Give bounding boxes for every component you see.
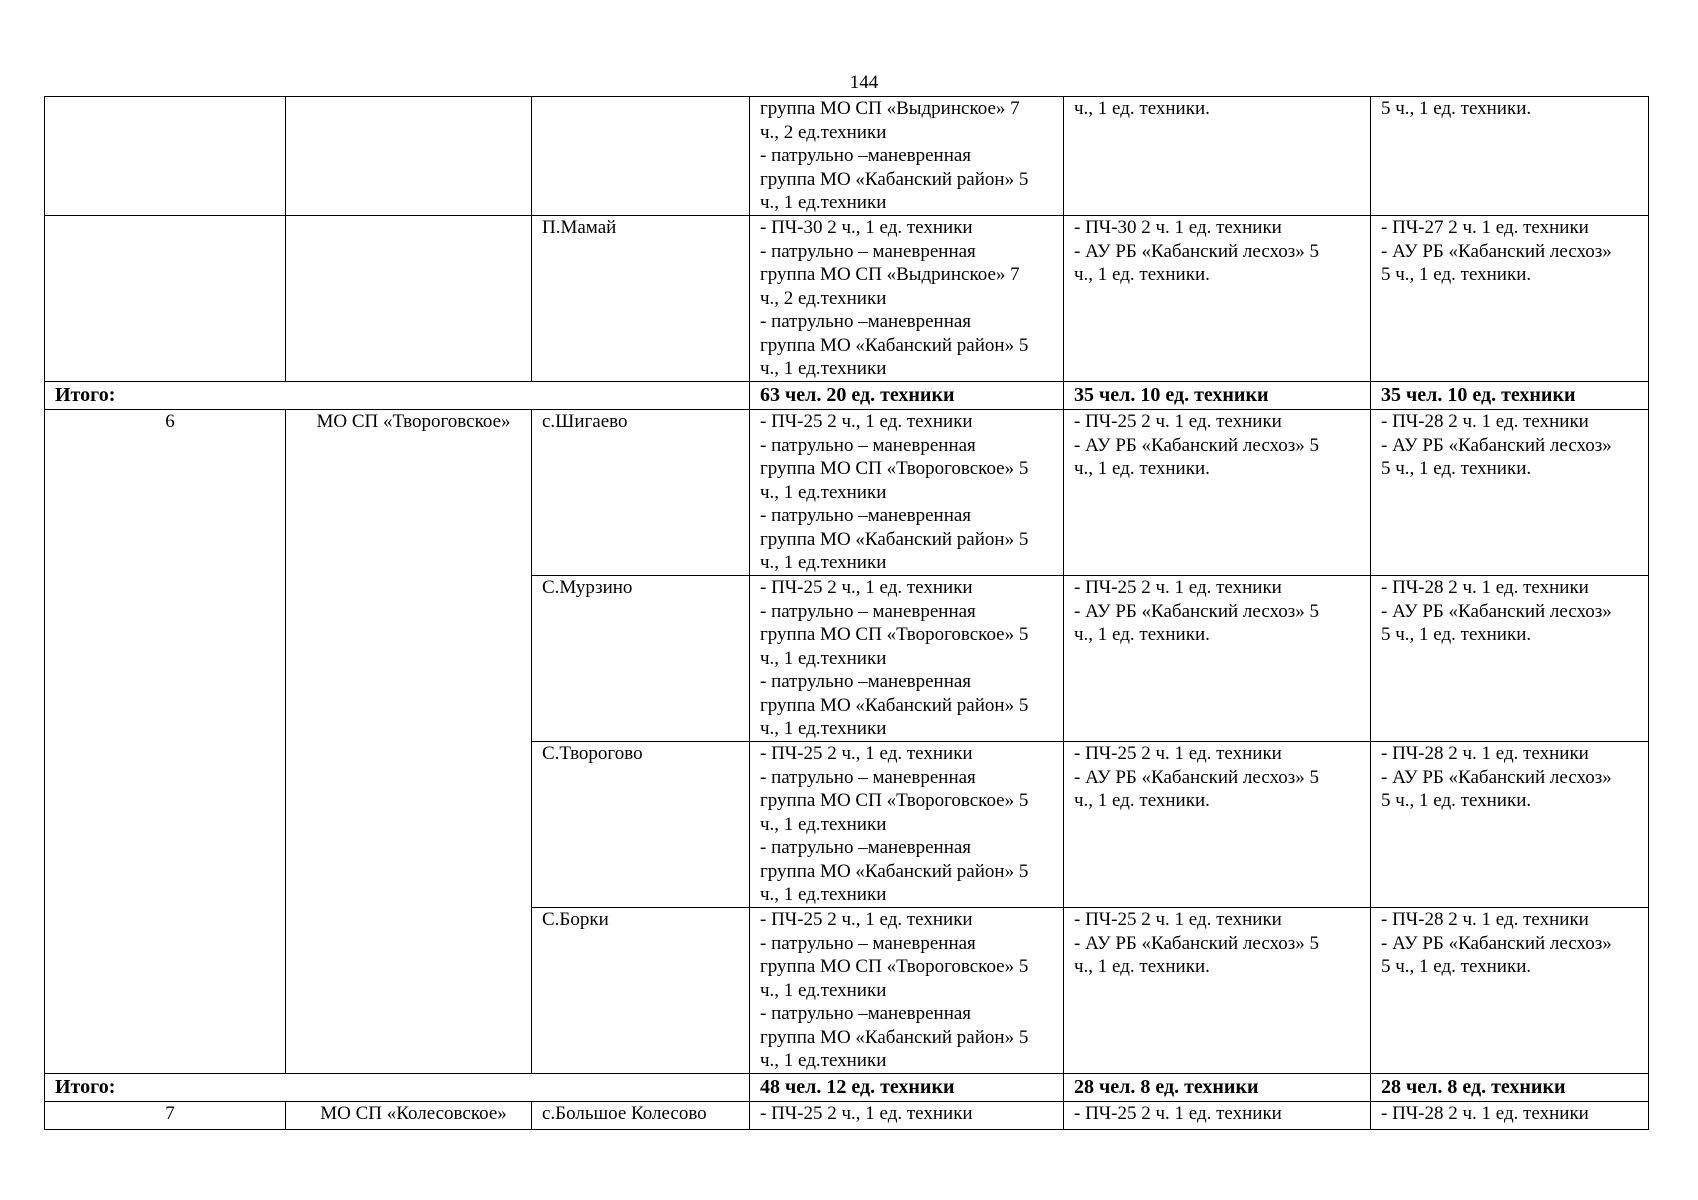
text-line: ч., 1 ед.техники bbox=[760, 884, 887, 905]
text-line: - ПЧ-30 2 ч. 1 ед. техники bbox=[1074, 217, 1282, 238]
forces-cell-3 bbox=[1371, 97, 1649, 216]
text-line: ч., 1 ед.техники bbox=[760, 813, 887, 835]
fire-forces-table bbox=[44, 96, 1649, 1130]
text-line: ч., 2 ед.техники bbox=[760, 287, 887, 309]
forces-cell-1 bbox=[750, 97, 1064, 216]
text-line: - АУ РБ «Кабанский лесхоз» 5 bbox=[1074, 434, 1320, 456]
text-line: - АУ РБ «Кабанский лесхоз» bbox=[1381, 766, 1612, 788]
total-cell-3: 28 чел. 8 ед. техники bbox=[1371, 1074, 1649, 1102]
text-line: - патрульно – маневренная bbox=[760, 240, 976, 262]
text-line: - АУ РБ «Кабанский лесхоз» bbox=[1381, 240, 1612, 262]
text-line: - ПЧ-27 2 ч. 1 ед. техники bbox=[1381, 217, 1589, 238]
text-line: - ПЧ-28 2 ч. 1 ед. техники bbox=[1381, 411, 1589, 432]
text-line: - ПЧ-25 2 ч., 1 ед. техники bbox=[760, 411, 973, 432]
text-line: - ПЧ-25 2 ч. 1 ед. техники bbox=[1074, 909, 1282, 930]
text-line: - АУ РБ «Кабанский лесхоз» bbox=[1381, 434, 1612, 456]
text-line: ч., 1 ед.техники bbox=[760, 358, 887, 379]
text-line: ч., 1 ед. техники. bbox=[1074, 458, 1210, 479]
text-line: - ПЧ-28 2 ч. 1 ед. техники bbox=[1381, 909, 1589, 930]
text-line: - патрульно – маневренная bbox=[760, 766, 976, 788]
text-line: - ПЧ-30 2 ч., 1 ед. техники bbox=[760, 217, 973, 238]
forces-cell-1 bbox=[750, 908, 1064, 1074]
settlement-cell: с.Шигаево bbox=[532, 410, 750, 576]
text-line: группа МО «Кабанский район» 5 bbox=[760, 528, 1029, 550]
text-line: ч., 1 ед.техники bbox=[760, 552, 887, 573]
text-line: группа МО СП «Твороговское» 5 bbox=[760, 458, 1029, 479]
text-line: группа МО СП «Выдринское» 7 bbox=[760, 264, 1020, 285]
text-line: ч., 1 ед. техники. bbox=[1074, 956, 1210, 977]
text-line: группа МО СП «Твороговское» 5 bbox=[760, 956, 1029, 977]
text-line: - ПЧ-28 2 ч. 1 ед. техники bbox=[1381, 1103, 1589, 1124]
forces-cell-3 bbox=[1371, 216, 1649, 382]
forces-cell-1 bbox=[750, 1102, 1064, 1130]
mo-cell bbox=[286, 97, 532, 216]
text-line: группа МО «Кабанский район» 5 bbox=[760, 168, 1029, 190]
forces-cell-2 bbox=[1064, 97, 1371, 216]
text-line: группа МО «Кабанский район» 5 bbox=[760, 334, 1029, 356]
row-number: 6 bbox=[45, 410, 286, 1074]
text-line: ч., 1 ед. техники. bbox=[1074, 264, 1210, 285]
text-line: - патрульно –маневренная bbox=[760, 671, 972, 692]
settlement-cell: с.Большое Колесово bbox=[532, 1102, 750, 1130]
settlement-cell: С.Борки bbox=[532, 908, 750, 1074]
text-line: - ПЧ-25 2 ч., 1 ед. техники bbox=[760, 1103, 973, 1124]
forces-cell-3 bbox=[1371, 742, 1649, 908]
text-line: ч., 1 ед.техники bbox=[760, 718, 887, 739]
text-line: группа МО «Кабанский район» 5 bbox=[760, 1026, 1029, 1048]
forces-cell-2 bbox=[1064, 742, 1371, 908]
forces-cell-3 bbox=[1371, 410, 1649, 576]
text-line: группа МО СП «Выдринское» 7 bbox=[760, 98, 1020, 119]
forces-cell-3 bbox=[1371, 908, 1649, 1074]
text-line: ч., 1 ед.техники bbox=[760, 1050, 887, 1071]
row-number: 7 bbox=[45, 1102, 286, 1130]
text-line: - патрульно –маневренная bbox=[760, 145, 972, 166]
forces-cell-1 bbox=[750, 216, 1064, 382]
forces-cell-2 bbox=[1064, 908, 1371, 1074]
num-cell bbox=[45, 216, 286, 382]
forces-cell-2 bbox=[1064, 410, 1371, 576]
text-line: 5 ч., 1 ед. техники. bbox=[1381, 624, 1532, 645]
text-line: - АУ РБ «Кабанский лесхоз» 5 bbox=[1074, 766, 1320, 788]
forces-cell-2 bbox=[1064, 216, 1371, 382]
total-cell-1: 48 чел. 12 ед. техники bbox=[750, 1074, 1064, 1102]
settlement-cell: П.Мамай bbox=[532, 216, 750, 382]
text-line: - АУ РБ «Кабанский лесхоз» bbox=[1381, 600, 1612, 622]
text-line: 5 ч., 1 ед. техники. bbox=[1381, 956, 1532, 977]
municipality-name: МО СП «Колесовское» bbox=[286, 1102, 532, 1130]
table-row bbox=[45, 410, 1649, 576]
text-line: группа МО «Кабанский район» 5 bbox=[760, 860, 1029, 882]
total-row bbox=[45, 1074, 1649, 1102]
text-line: 5 ч., 1 ед. техники. bbox=[1381, 98, 1532, 119]
text-line: - ПЧ-25 2 ч., 1 ед. техники bbox=[760, 577, 973, 598]
total-label: Итого: bbox=[45, 382, 750, 410]
text-line: - ПЧ-28 2 ч. 1 ед. техники bbox=[1381, 743, 1589, 764]
text-line: - ПЧ-25 2 ч., 1 ед. техники bbox=[760, 909, 973, 930]
text-line: - ПЧ-25 2 ч. 1 ед. техники bbox=[1074, 1103, 1282, 1124]
text-line: - АУ РБ «Кабанский лесхоз» 5 bbox=[1074, 932, 1320, 954]
total-cell-2: 35 чел. 10 ед. техники bbox=[1064, 382, 1371, 410]
table-row bbox=[45, 97, 1649, 216]
text-line: ч., 1 ед.техники bbox=[760, 979, 887, 1001]
total-row bbox=[45, 382, 1649, 410]
text-line: 5 ч., 1 ед. техники. bbox=[1381, 264, 1532, 285]
text-line: - ПЧ-28 2 ч. 1 ед. техники bbox=[1381, 577, 1589, 598]
forces-cell-1 bbox=[750, 576, 1064, 742]
settlement-cell: С.Мурзино bbox=[532, 576, 750, 742]
mo-cell bbox=[286, 216, 532, 382]
text-line: - патрульно –маневренная bbox=[760, 1003, 972, 1024]
municipality-name: МО СП «Твороговское» bbox=[286, 410, 532, 1074]
forces-cell-2 bbox=[1064, 1102, 1371, 1130]
total-label: Итого: bbox=[45, 1074, 750, 1102]
settlement-cell: С.Творогово bbox=[532, 742, 750, 908]
num-cell bbox=[45, 97, 286, 216]
forces-cell-3 bbox=[1371, 1102, 1649, 1130]
settlement-cell bbox=[532, 97, 750, 216]
text-line: - АУ РБ «Кабанский лесхоз» 5 bbox=[1074, 240, 1320, 262]
text-line: - ПЧ-25 2 ч. 1 ед. техники bbox=[1074, 411, 1282, 432]
forces-cell-1 bbox=[750, 742, 1064, 908]
text-line: - патрульно – маневренная bbox=[760, 932, 976, 954]
text-line: ч., 2 ед.техники bbox=[760, 121, 887, 143]
text-line: - патрульно – маневренная bbox=[760, 600, 976, 622]
text-line: - ПЧ-25 2 ч., 1 ед. техники bbox=[760, 743, 973, 764]
text-line: ч., 1 ед. техники. bbox=[1074, 98, 1210, 119]
total-cell-3: 35 чел. 10 ед. техники bbox=[1371, 382, 1649, 410]
text-line: 5 ч., 1 ед. техники. bbox=[1381, 790, 1532, 811]
text-line: ч., 1 ед. техники. bbox=[1074, 790, 1210, 811]
text-line: - ПЧ-25 2 ч. 1 ед. техники bbox=[1074, 577, 1282, 598]
table-row bbox=[45, 216, 1649, 382]
text-line: ч., 1 ед.техники bbox=[760, 481, 887, 503]
text-line: 5 ч., 1 ед. техники. bbox=[1381, 458, 1532, 479]
text-line: ч., 1 ед. техники. bbox=[1074, 624, 1210, 645]
text-line: группа МО СП «Твороговское» 5 bbox=[760, 624, 1029, 645]
text-line: - патрульно – маневренная bbox=[760, 434, 976, 456]
table-row bbox=[45, 1102, 1649, 1130]
page-number: 144 bbox=[849, 72, 879, 93]
forces-cell-1 bbox=[750, 410, 1064, 576]
text-line: - АУ РБ «Кабанский лесхоз» 5 bbox=[1074, 600, 1320, 622]
text-line: ч., 1 ед.техники bbox=[760, 647, 887, 669]
forces-cell-2 bbox=[1064, 576, 1371, 742]
text-line: - АУ РБ «Кабанский лесхоз» bbox=[1381, 932, 1612, 954]
text-line: - патрульно –маневренная bbox=[760, 311, 972, 332]
text-line: - ПЧ-25 2 ч. 1 ед. техники bbox=[1074, 743, 1282, 764]
text-line: ч., 1 ед.техники bbox=[760, 192, 887, 213]
text-line: - патрульно –маневренная bbox=[760, 837, 972, 858]
total-cell-2: 28 чел. 8 ед. техники bbox=[1064, 1074, 1371, 1102]
forces-cell-3 bbox=[1371, 576, 1649, 742]
text-line: - патрульно –маневренная bbox=[760, 505, 972, 526]
total-cell-1: 63 чел. 20 ед. техники bbox=[750, 382, 1064, 410]
text-line: группа МО СП «Твороговское» 5 bbox=[760, 790, 1029, 811]
text-line: группа МО «Кабанский район» 5 bbox=[760, 694, 1029, 716]
